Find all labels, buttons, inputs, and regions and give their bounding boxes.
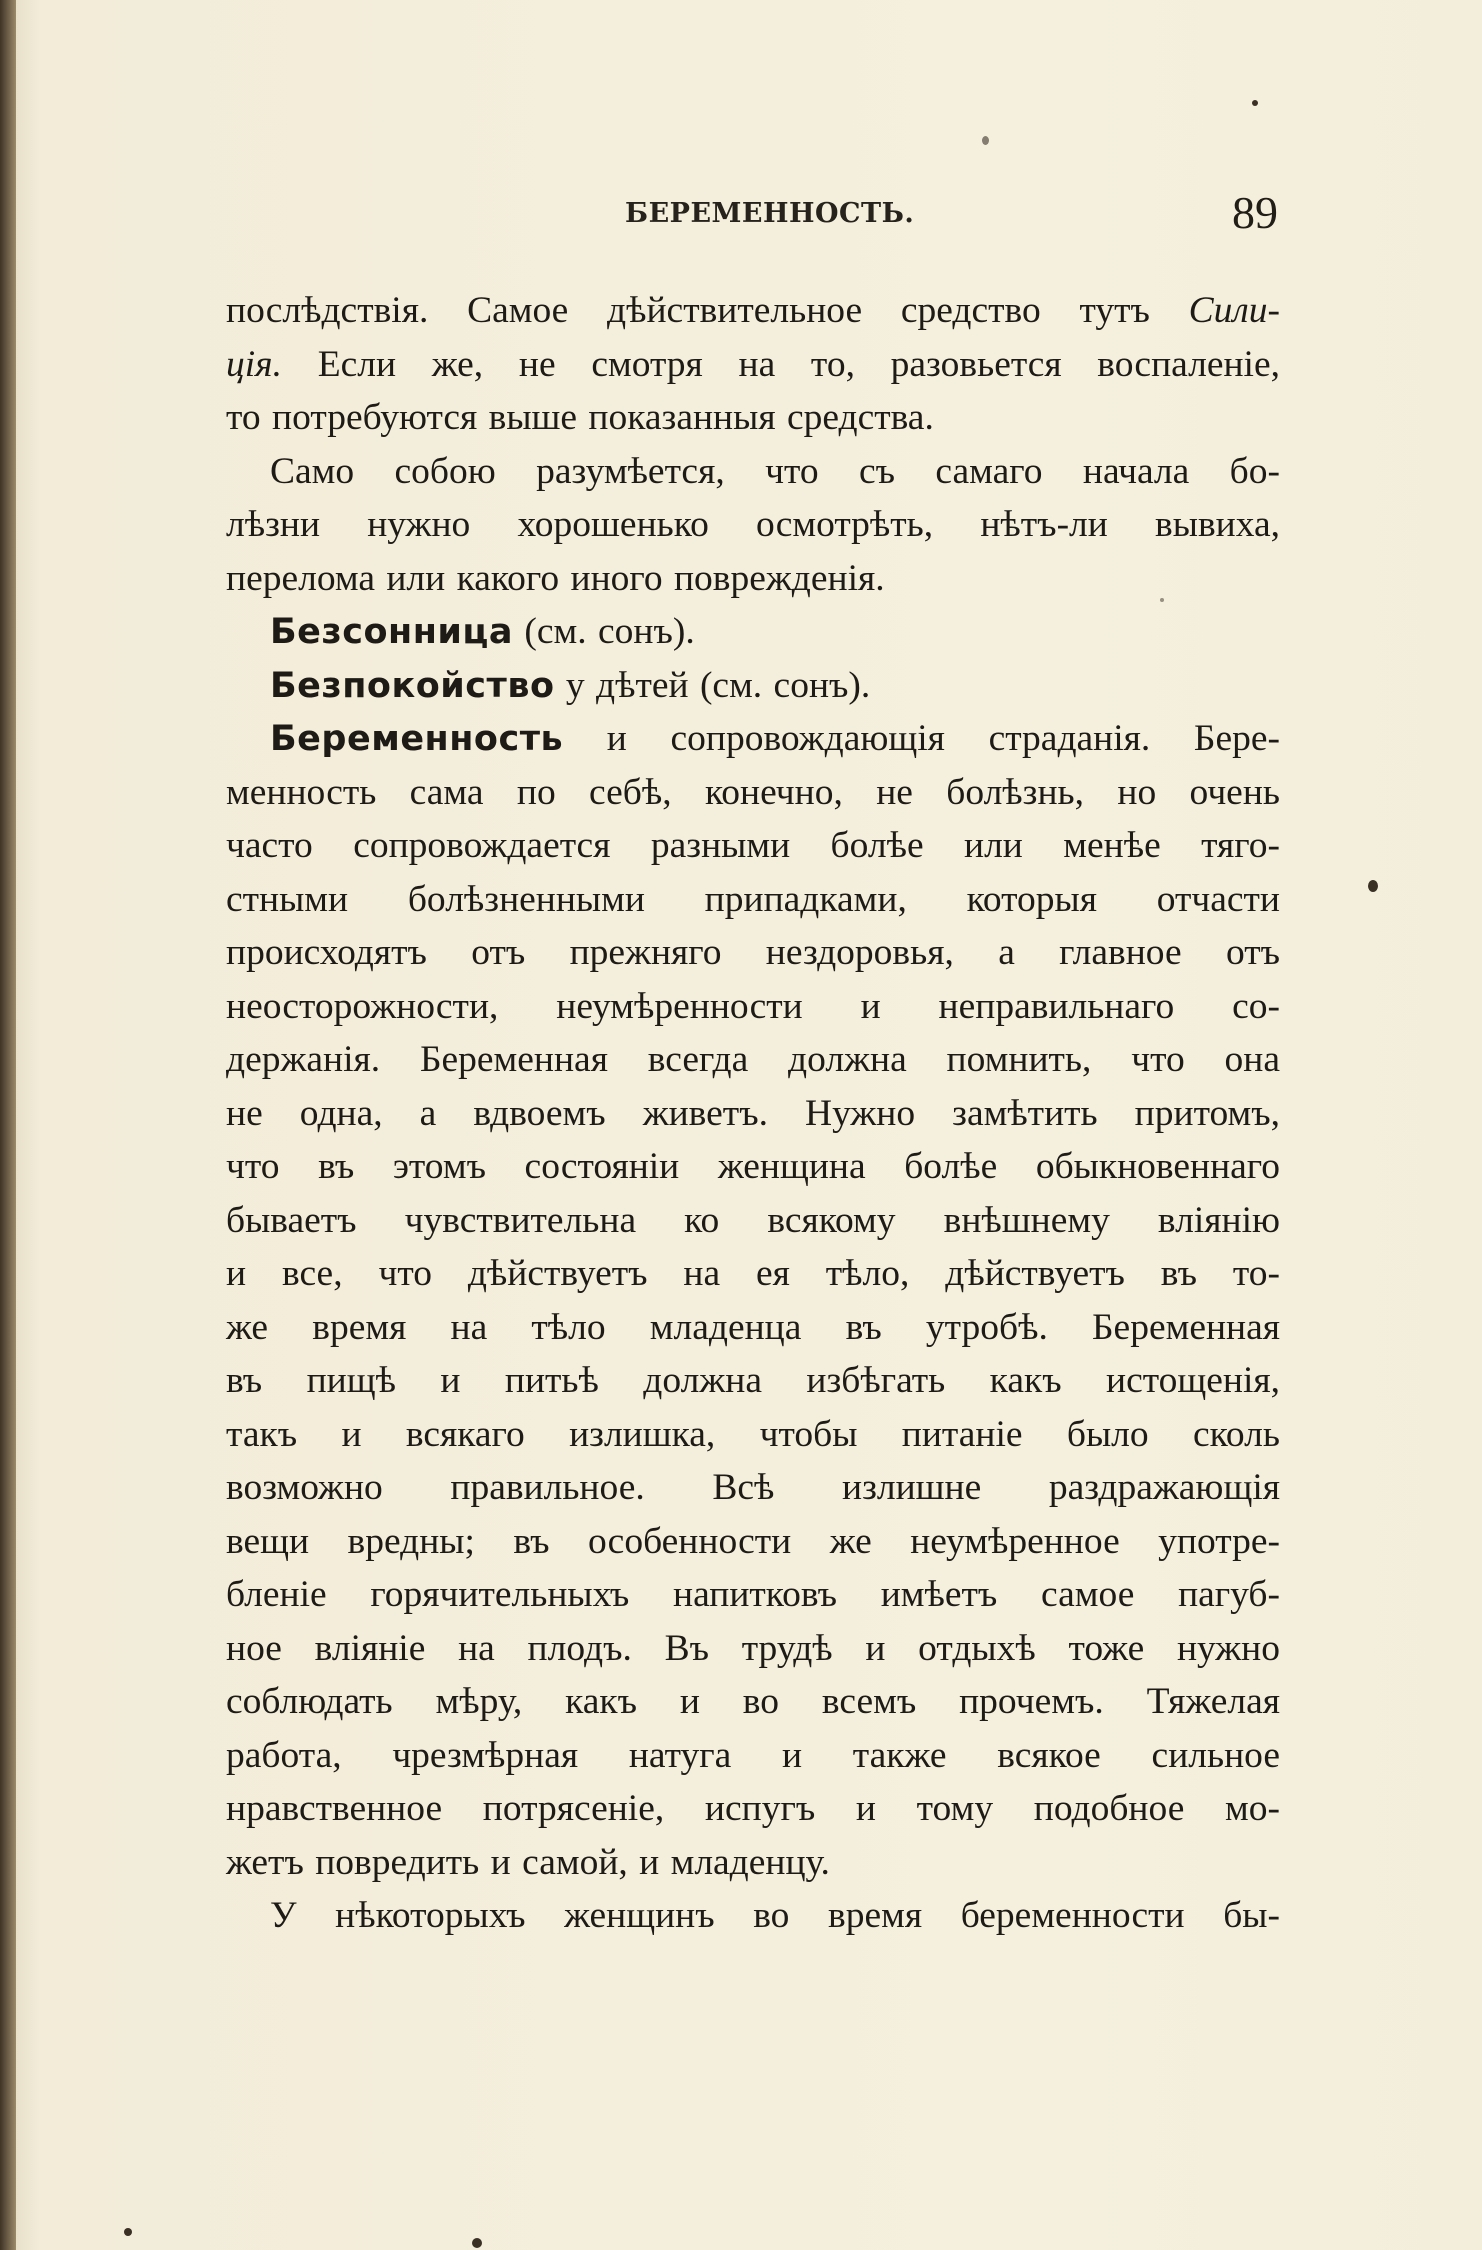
text-line: и все, что дѣйствуетъ на ея тѣло, дѣйствуетъ въ то- <box>226 1253 1280 1294</box>
entry-heading: Безпокойство <box>270 665 555 706</box>
text-line: возможно правильное. Всѣ излишне раздражающія <box>226 1467 1280 1508</box>
paper-speck <box>1368 880 1378 892</box>
text-line: часто сопровождается разными болѣе или менѣе тяго- <box>226 825 1280 866</box>
entry-heading: Беременность <box>270 719 564 759</box>
text-line: У нѣкоторыхъ женщинъ во время беременности бы- <box>270 1895 1280 1936</box>
text-line: перелома или какого иного поврежденія. <box>226 557 885 599</box>
page-binding-edge <box>0 0 16 2250</box>
text-line: же время на тѣло младенца въ утробѣ. Беременная <box>226 1306 1280 1348</box>
text-line: вещи вредны; въ особенности же неумѣренное употре- <box>226 1520 1280 1562</box>
page-number: 89 <box>1232 187 1278 238</box>
text-line: въ пищѣ и питьѣ должна избѣгать какъ истощенія, <box>226 1360 1280 1401</box>
text-line: бленіе горячительныхъ напитковъ имѣетъ самое пагуб- <box>226 1574 1280 1615</box>
text-line: менность сама по себѣ, конечно, не болѣзнь, но очень <box>226 771 1280 813</box>
paper-speck <box>1252 100 1258 106</box>
paper-speck <box>124 2228 132 2236</box>
text-line: не одна, а вдвоемъ живетъ. Нужно замѣтить притомъ, <box>226 1092 1280 1134</box>
entry-heading-line: Безпокойство у дѣтей (см. сонъ). <box>270 664 871 706</box>
text-line: работа, чрезмѣрная натуга и также всякое сильное <box>226 1734 1280 1776</box>
running-title: БЕРЕМЕННОСТЬ. <box>625 198 915 229</box>
paper-speck <box>982 136 989 145</box>
body-text <box>226 284 1280 1943</box>
text-line: нравственное потрясеніе, испугъ и тому подобное мо- <box>226 1788 1280 1829</box>
text-line: ное вліяніе на плодъ. Въ трудѣ и отдыхѣ тоже нужно <box>226 1627 1280 1669</box>
text-line: стными болѣзненными припадками, которыя отчасти <box>226 878 1280 920</box>
running-head <box>0 186 1482 246</box>
paper-speck <box>472 2238 482 2248</box>
text-line: послѣдствія. Самое дѣйствительное средство тутъ Сили- <box>226 290 1280 331</box>
text-line: что въ этомъ состояніи женщина болѣе обыкновеннаго <box>226 1146 1280 1187</box>
text-line: жетъ повредить и самой, и младенцу. <box>226 1841 830 1883</box>
text-line: неосторожности, неумѣренности и неправильнаго со- <box>226 985 1280 1027</box>
text-line: соблюдать мѣру, какъ и во всемъ прочемъ. Тяжелая <box>226 1681 1280 1722</box>
text-line: то потребуются выше показанныя средства. <box>226 397 934 438</box>
text-line: такъ и всякаго излишка, чтобы питаніе было сколь <box>226 1413 1280 1455</box>
entry-heading-line: Беременность и сопровождающія страданія. Бере- <box>270 718 1280 759</box>
text-line: ція. Если же, не смотря на то, разовьется воспаленіе, <box>226 343 1280 385</box>
text-line: происходятъ отъ прежняго нездоровья, а главное отъ <box>226 932 1280 973</box>
text-line: лѣзни нужно хорошенько осмотрѣть, нѣтъ-ли вывиха, <box>226 504 1280 545</box>
entry-heading-line: Безсонница (см. сонъ). <box>270 611 695 652</box>
text-line: держанія. Беременная всегда должна помнить, что она <box>226 1039 1280 1080</box>
paper-speck <box>1160 598 1164 602</box>
text-line: бываетъ чувствительна ко всякому внѣшнему вліянію <box>226 1199 1280 1241</box>
entry-heading: Безсонница <box>270 612 513 652</box>
text-line: Само собою разумѣется, что съ самаго начала бо- <box>270 450 1280 492</box>
